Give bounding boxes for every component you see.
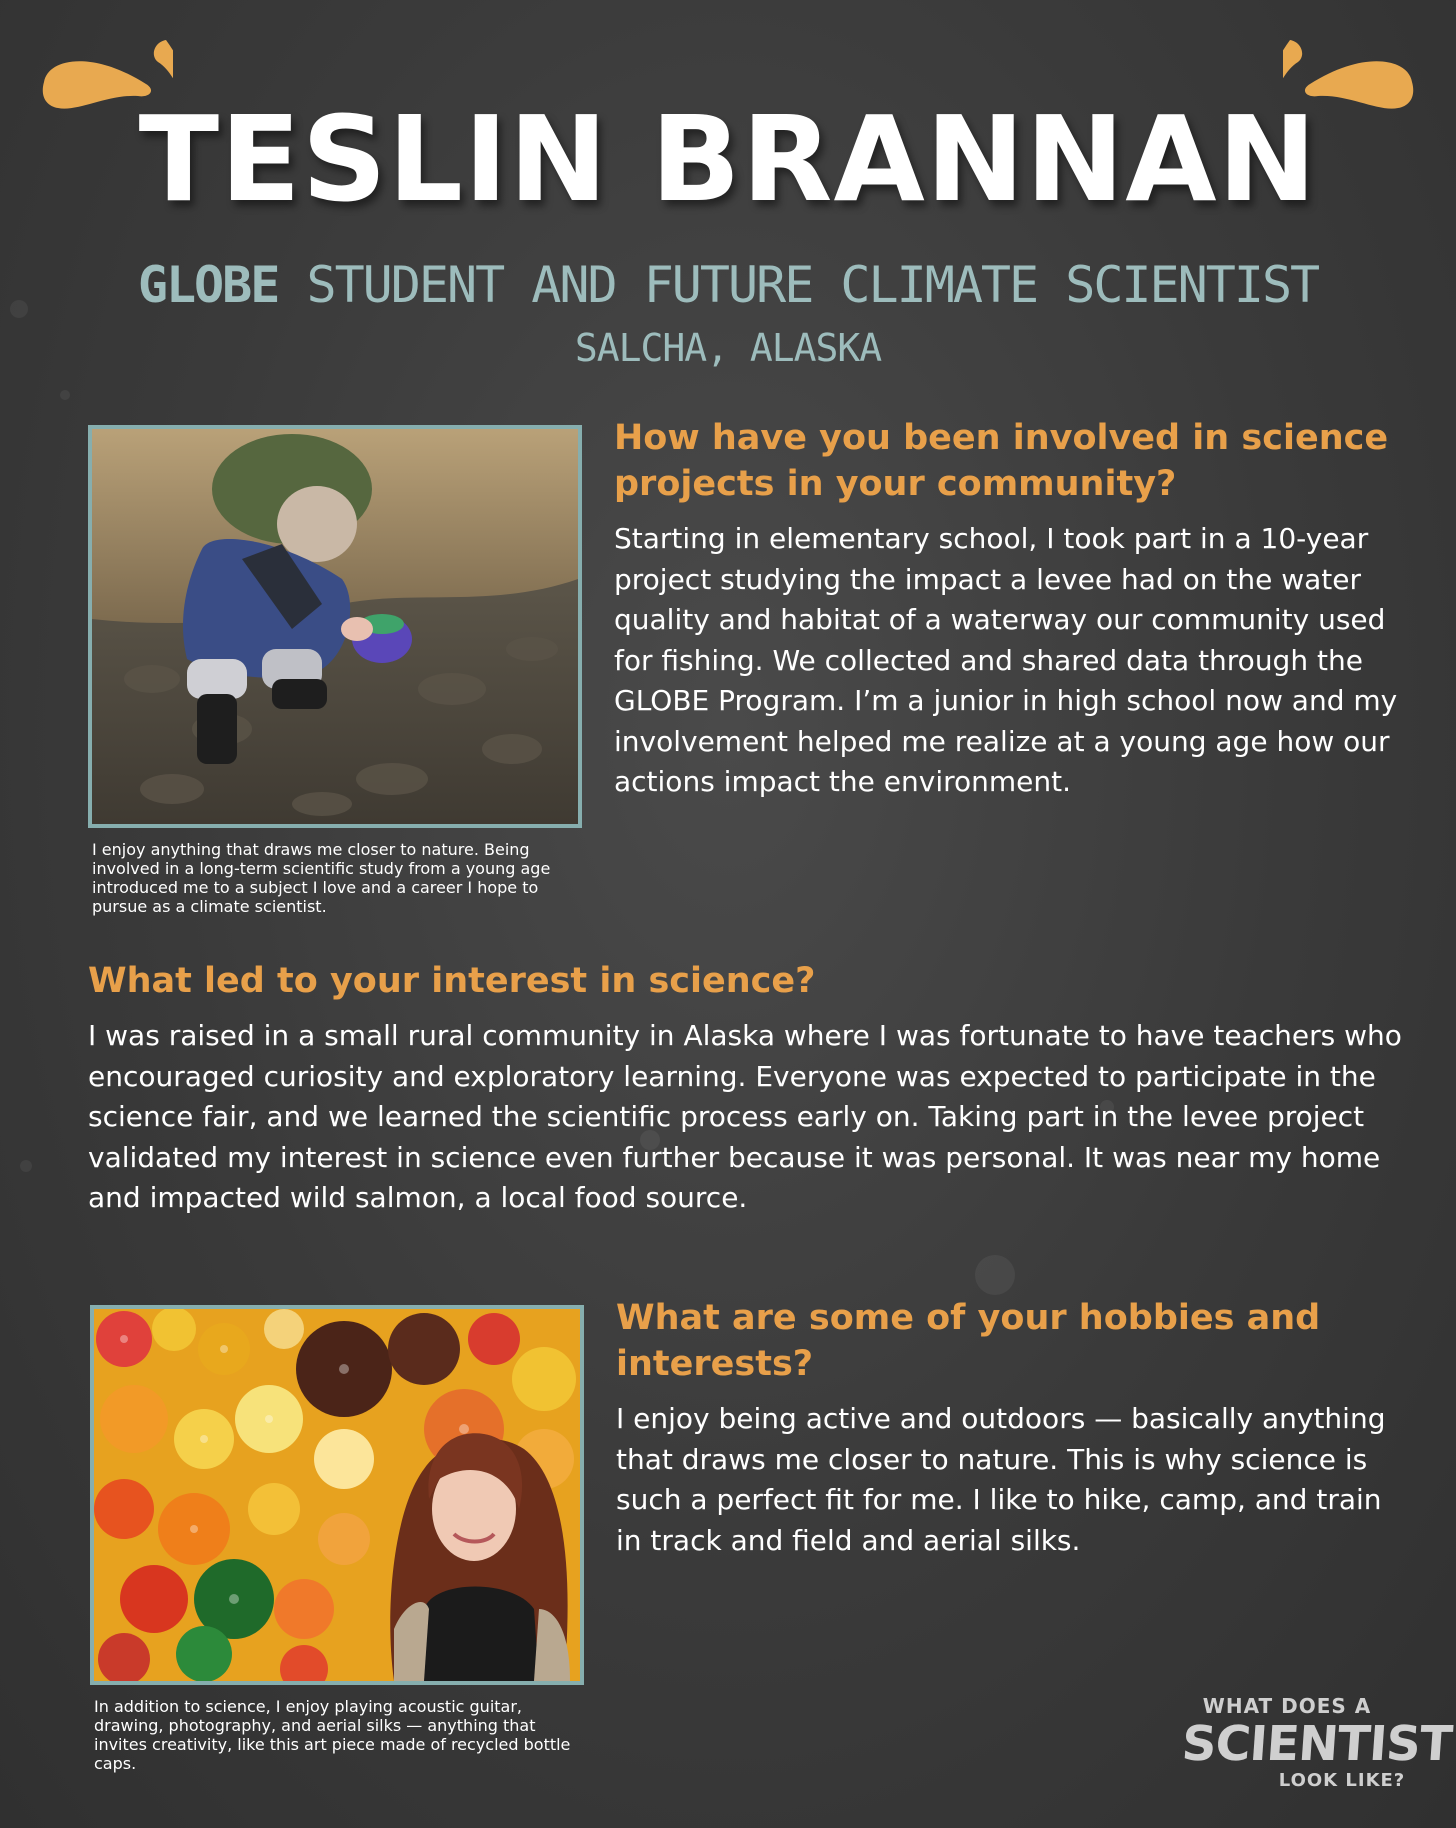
photo-bottle-cap-art: [90, 1305, 584, 1685]
subtitle-globe: GLOBE: [137, 256, 279, 314]
answer-hobbies: I enjoy being active and outdoors — basically anything that draws me closer to nature. This is why science is such a perfect fit for me. I like to hike, camp, and train in track and field and aerial silks.: [616, 1402, 1386, 1557]
logo-line2: SCIENTIST: [1180, 1716, 1454, 1772]
bokeh-dot: [20, 1160, 32, 1172]
question-hobbies: What are some of your hobbies and interests?: [616, 1298, 1321, 1384]
answer-community-involvement: Starting in elementary school, I took part in a 10-year project studying the impact a levee had on the water quality and habitat of a waterway our community used for fishing. We collected and shared data through the GLOBE Program. I’m a junior in high school now and my involvement helped me realize at a young age how our actions impact the environment.: [614, 522, 1398, 798]
question-community-involvement: How have you been involved in science projects in your community?: [614, 418, 1389, 504]
location: SALCHA, ALASKA: [574, 326, 882, 370]
bokeh-dot: [975, 1255, 1015, 1295]
bokeh-dot: [60, 390, 70, 400]
subtitle-rest: STUDENT AND FUTURE CLIMATE SCIENTIST: [278, 256, 1319, 314]
what-does-a-scientist-look-like-logo: [1180, 1694, 1454, 1791]
question-interest-in-science: What led to your interest in science?: [88, 961, 816, 1001]
photo-creek: [88, 425, 582, 828]
photo-creek-caption: I enjoy anything that draws me closer to nature. Being involved in a long-term scientific study from a young age introduced me to a subject I love and a career I hope to pursue as a climate scientist.: [92, 840, 551, 916]
page-title: TESLIN BRANNAN: [138, 90, 1318, 228]
photo-bottle-cap-caption: In addition to science, I enjoy playing acoustic guitar, drawing, photography, and aerial silks — anything that invites creativity, like this art piece made of recycled bottle caps.: [94, 1697, 571, 1773]
logo-line1: WHAT DOES A: [1202, 1694, 1372, 1718]
bottle-cap-art-illustration: [94, 1309, 580, 1681]
answer-interest-in-science: I was raised in a small rural community in Alaska where I was fortunate to have teachers who encouraged curiosity and exploratory learning. Everyone was expected to participate in the science fair, and we learned the scientific process early on. Taking part in the levee project validated my interest in science even further because it was personal. It was near my home and impacted wild salmon, a local food source.: [88, 1019, 1402, 1214]
logo-line3: LOOK LIKE?: [1278, 1770, 1406, 1791]
creek-photo-illustration: [92, 429, 578, 824]
page-subtitle: [0, 258, 1456, 313]
